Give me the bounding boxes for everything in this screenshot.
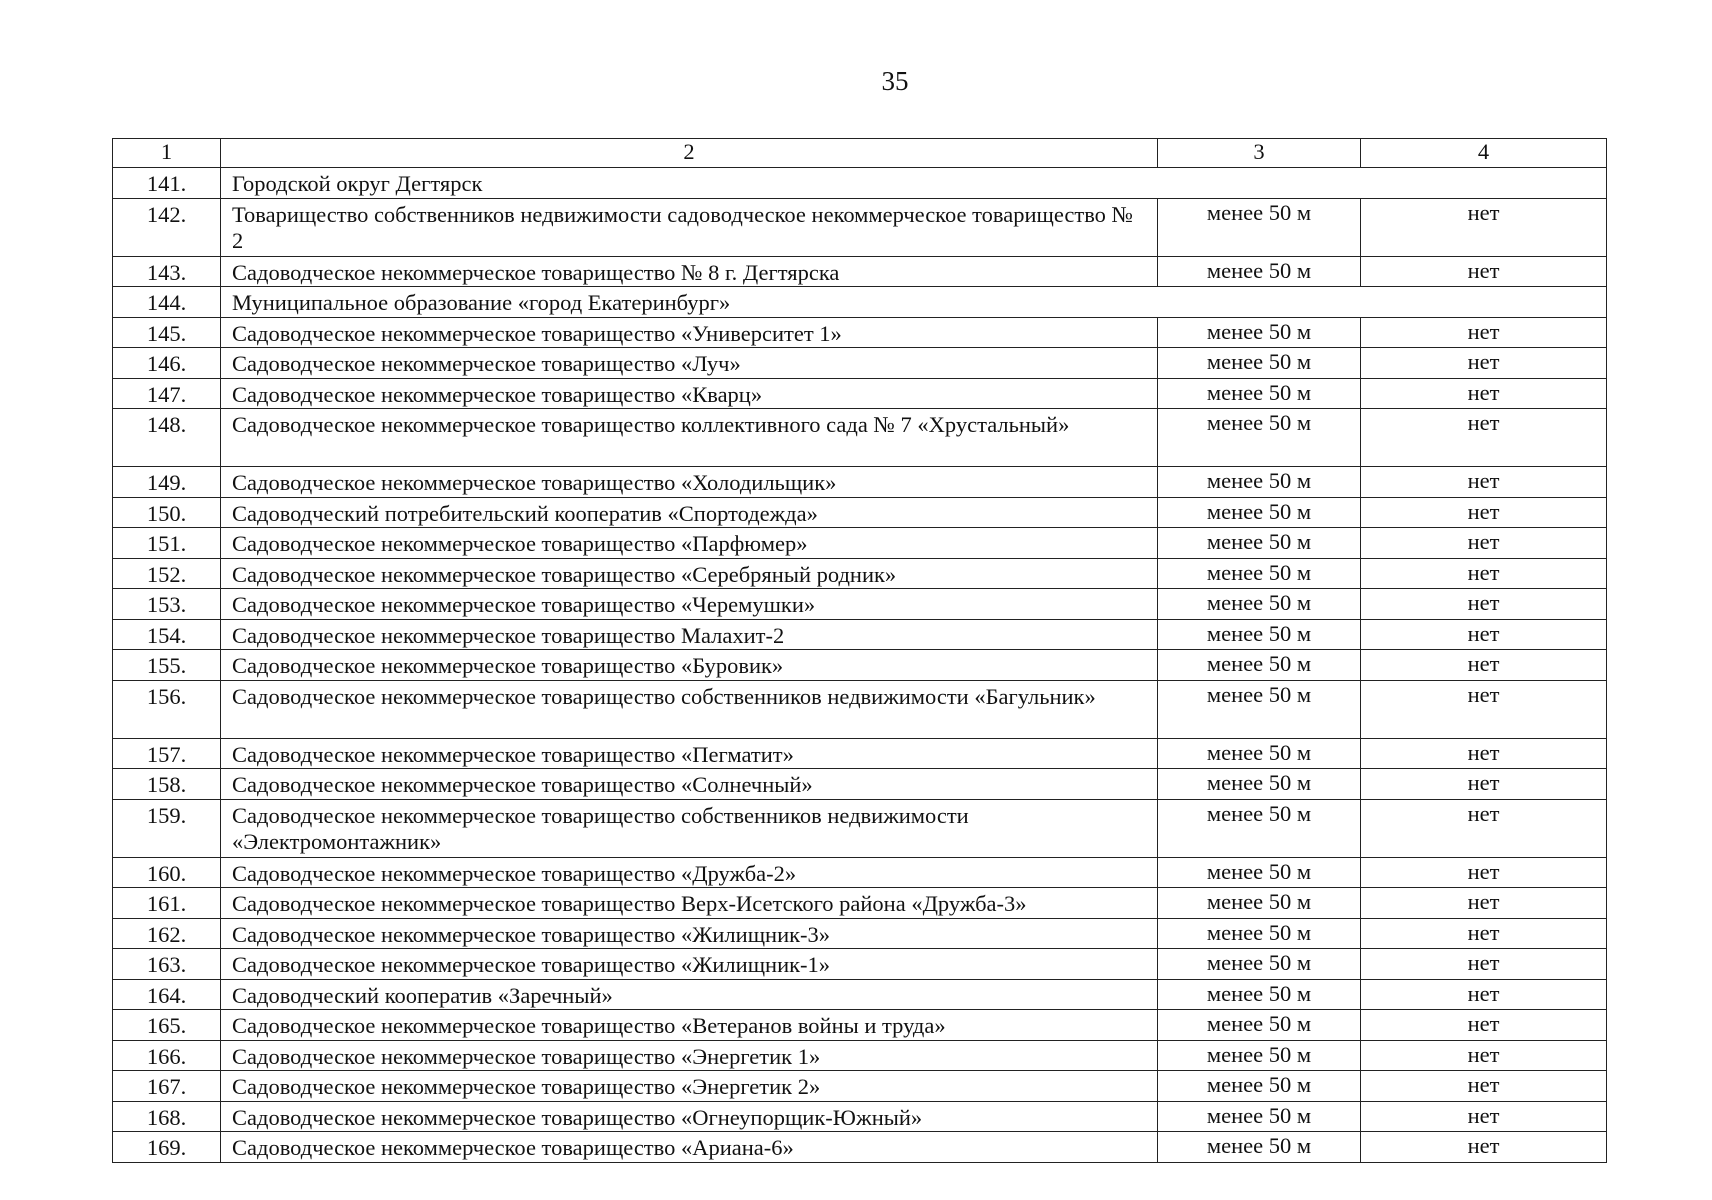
table-body <box>113 139 1607 1163</box>
organization-name: Садоводческое некоммерческое товарищество «Кварц» <box>221 378 1158 409</box>
distance-cell: менее 50 м <box>1158 589 1361 620</box>
table-row <box>113 558 1607 589</box>
row-number: 159. <box>113 799 221 857</box>
distance-cell: менее 50 м <box>1158 256 1361 287</box>
organization-name: Садоводческое некоммерческое товарищество «Огнеупорщик-Южный» <box>221 1101 1158 1132</box>
organization-name: Садоводческое некоммерческое товарищество «Жилищник-1» <box>221 949 1158 980</box>
table-row <box>113 467 1607 498</box>
row-number: 149. <box>113 467 221 498</box>
column-header-2: 2 <box>221 139 1158 168</box>
row-number: 163. <box>113 949 221 980</box>
distance-cell: менее 50 м <box>1158 317 1361 348</box>
flag-cell: нет <box>1361 1101 1607 1132</box>
flag-cell: нет <box>1361 918 1607 949</box>
flag-cell: нет <box>1361 467 1607 498</box>
row-number: 165. <box>113 1010 221 1041</box>
organization-name: Садоводческое некоммерческое товарищество «Энергетик 2» <box>221 1071 1158 1102</box>
table-row <box>113 528 1607 559</box>
flag-cell: нет <box>1361 409 1607 467</box>
row-number: 158. <box>113 769 221 800</box>
header-row <box>113 139 1607 168</box>
organization-name: Садоводческое некоммерческое товарищество Малахит-2 <box>221 619 1158 650</box>
table-row <box>113 650 1607 681</box>
row-number: 145. <box>113 317 221 348</box>
distance-cell: менее 50 м <box>1158 949 1361 980</box>
table-row <box>113 1040 1607 1071</box>
organization-name: Садоводческое некоммерческое товарищество «Луч» <box>221 348 1158 379</box>
flag-cell: нет <box>1361 680 1607 738</box>
distance-cell: менее 50 м <box>1158 467 1361 498</box>
organization-name: Садоводческое некоммерческое товарищество «Черемушки» <box>221 589 1158 620</box>
flag-cell: нет <box>1361 738 1607 769</box>
row-number: 150. <box>113 497 221 528</box>
row-number: 141. <box>113 168 221 199</box>
organization-name: Садоводческое некоммерческое товарищество собственников недвижимости «Электромонтажник» <box>221 799 1158 857</box>
flag-cell: нет <box>1361 1040 1607 1071</box>
flag-cell: нет <box>1361 888 1607 919</box>
organization-name: Садоводческое некоммерческое товарищество «Буровик» <box>221 650 1158 681</box>
table-row <box>113 1071 1607 1102</box>
column-header-4: 4 <box>1361 139 1607 168</box>
table-row <box>113 799 1607 857</box>
row-number: 147. <box>113 378 221 409</box>
organization-name: Садоводческое некоммерческое товарищество Верх-Исетского района «Дружба-3» <box>221 888 1158 919</box>
table-row <box>113 497 1607 528</box>
row-number: 164. <box>113 979 221 1010</box>
section-row <box>113 287 1607 318</box>
organization-name: Садоводческое некоммерческое товарищество «Университет 1» <box>221 317 1158 348</box>
row-number: 146. <box>113 348 221 379</box>
organization-name: Садоводческое некоммерческое товарищество «Энергетик 1» <box>221 1040 1158 1071</box>
distance-cell: менее 50 м <box>1158 918 1361 949</box>
section-row <box>113 168 1607 199</box>
table-row <box>113 619 1607 650</box>
flag-cell: нет <box>1361 1132 1607 1163</box>
flag-cell: нет <box>1361 558 1607 589</box>
table-row <box>113 409 1607 467</box>
table-row <box>113 979 1607 1010</box>
flag-cell: нет <box>1361 650 1607 681</box>
organization-name: Садоводческое некоммерческое товарищество «Парфюмер» <box>221 528 1158 559</box>
distance-cell: менее 50 м <box>1158 979 1361 1010</box>
table-row <box>113 317 1607 348</box>
flag-cell: нет <box>1361 1071 1607 1102</box>
table-row <box>113 949 1607 980</box>
row-number: 162. <box>113 918 221 949</box>
distance-cell: менее 50 м <box>1158 888 1361 919</box>
row-number: 160. <box>113 857 221 888</box>
flag-cell: нет <box>1361 589 1607 620</box>
table-row <box>113 589 1607 620</box>
table-row <box>113 1132 1607 1163</box>
table-row <box>113 680 1607 738</box>
row-number: 169. <box>113 1132 221 1163</box>
table-row <box>113 378 1607 409</box>
organization-name: Садоводческое некоммерческое товарищество собственников недвижимости «Багульник» <box>221 680 1158 738</box>
distance-cell: менее 50 м <box>1158 799 1361 857</box>
distance-cell: менее 50 м <box>1158 558 1361 589</box>
organization-name: Садоводческое некоммерческое товарищество «Холодильщик» <box>221 467 1158 498</box>
row-number: 157. <box>113 738 221 769</box>
distance-cell: менее 50 м <box>1158 409 1361 467</box>
table-row <box>113 769 1607 800</box>
row-number: 152. <box>113 558 221 589</box>
row-number: 148. <box>113 409 221 467</box>
flag-cell: нет <box>1361 979 1607 1010</box>
distance-cell: менее 50 м <box>1158 1040 1361 1071</box>
flag-cell: нет <box>1361 256 1607 287</box>
row-number: 151. <box>113 528 221 559</box>
organization-name: Садоводческое некоммерческое товарищество «Ариана-6» <box>221 1132 1158 1163</box>
organization-name: Садоводческое некоммерческое товарищество «Пегматит» <box>221 738 1158 769</box>
flag-cell: нет <box>1361 949 1607 980</box>
organization-name: Садоводческий кооператив «Заречный» <box>221 979 1158 1010</box>
organization-name: Садоводческое некоммерческое товарищество коллективного сада № 7 «Хрустальный» <box>221 409 1158 467</box>
organization-name: Садоводческое некоммерческое товарищество № 8 г. Дегтярска <box>221 256 1158 287</box>
distance-cell: менее 50 м <box>1158 1101 1361 1132</box>
organization-name: Садоводческий потребительский кооператив «Спортодежда» <box>221 497 1158 528</box>
flag-cell: нет <box>1361 348 1607 379</box>
table-row <box>113 1010 1607 1041</box>
organization-name: Садоводческое некоммерческое товарищество «Серебряный родник» <box>221 558 1158 589</box>
distance-cell: менее 50 м <box>1158 738 1361 769</box>
organization-name: Садоводческое некоммерческое товарищество «Ветеранов войны и труда» <box>221 1010 1158 1041</box>
distance-cell: менее 50 м <box>1158 650 1361 681</box>
flag-cell: нет <box>1361 1010 1607 1041</box>
distance-cell: менее 50 м <box>1158 528 1361 559</box>
distance-cell: менее 50 м <box>1158 1132 1361 1163</box>
table-row <box>113 198 1607 256</box>
distance-cell: менее 50 м <box>1158 198 1361 256</box>
organization-name: Товарищество собственников недвижимости садоводческое некоммерческое товарищество № 2 <box>221 198 1158 256</box>
row-number: 143. <box>113 256 221 287</box>
distance-cell: менее 50 м <box>1158 680 1361 738</box>
table-row <box>113 918 1607 949</box>
page-number: 35 <box>881 66 909 96</box>
organization-name: Садоводческое некоммерческое товарищество «Жилищник-3» <box>221 918 1158 949</box>
section-title: Городской округ Дегтярск <box>221 168 1607 199</box>
distance-cell: менее 50 м <box>1158 1010 1361 1041</box>
table-row <box>113 348 1607 379</box>
distance-cell: менее 50 м <box>1158 1071 1361 1102</box>
row-number: 144. <box>113 287 221 318</box>
distance-cell: менее 50 м <box>1158 619 1361 650</box>
flag-cell: нет <box>1361 378 1607 409</box>
row-number: 156. <box>113 680 221 738</box>
row-number: 168. <box>113 1101 221 1132</box>
distance-cell: менее 50 м <box>1158 497 1361 528</box>
flag-cell: нет <box>1361 497 1607 528</box>
table-row <box>113 888 1607 919</box>
flag-cell: нет <box>1361 619 1607 650</box>
distance-cell: менее 50 м <box>1158 857 1361 888</box>
flag-cell: нет <box>1361 769 1607 800</box>
flag-cell: нет <box>1361 317 1607 348</box>
table-row <box>113 256 1607 287</box>
flag-cell: нет <box>1361 799 1607 857</box>
section-title: Муниципальное образование «город Екатеринбург» <box>221 287 1607 318</box>
row-number: 154. <box>113 619 221 650</box>
organization-name: Садоводческое некоммерческое товарищество «Солнечный» <box>221 769 1158 800</box>
flag-cell: нет <box>1361 198 1607 256</box>
distance-cell: менее 50 м <box>1158 769 1361 800</box>
column-header-1: 1 <box>113 139 221 168</box>
column-header-3: 3 <box>1158 139 1361 168</box>
table-row <box>113 857 1607 888</box>
table-row <box>113 738 1607 769</box>
row-number: 153. <box>113 589 221 620</box>
distance-cell: менее 50 м <box>1158 378 1361 409</box>
row-number: 166. <box>113 1040 221 1071</box>
distance-cell: менее 50 м <box>1158 348 1361 379</box>
row-number: 167. <box>113 1071 221 1102</box>
flag-cell: нет <box>1361 528 1607 559</box>
row-number: 155. <box>113 650 221 681</box>
registry-table <box>112 138 1607 1163</box>
organization-name: Садоводческое некоммерческое товарищество «Дружба-2» <box>221 857 1158 888</box>
flag-cell: нет <box>1361 857 1607 888</box>
table-row <box>113 1101 1607 1132</box>
row-number: 142. <box>113 198 221 256</box>
row-number: 161. <box>113 888 221 919</box>
